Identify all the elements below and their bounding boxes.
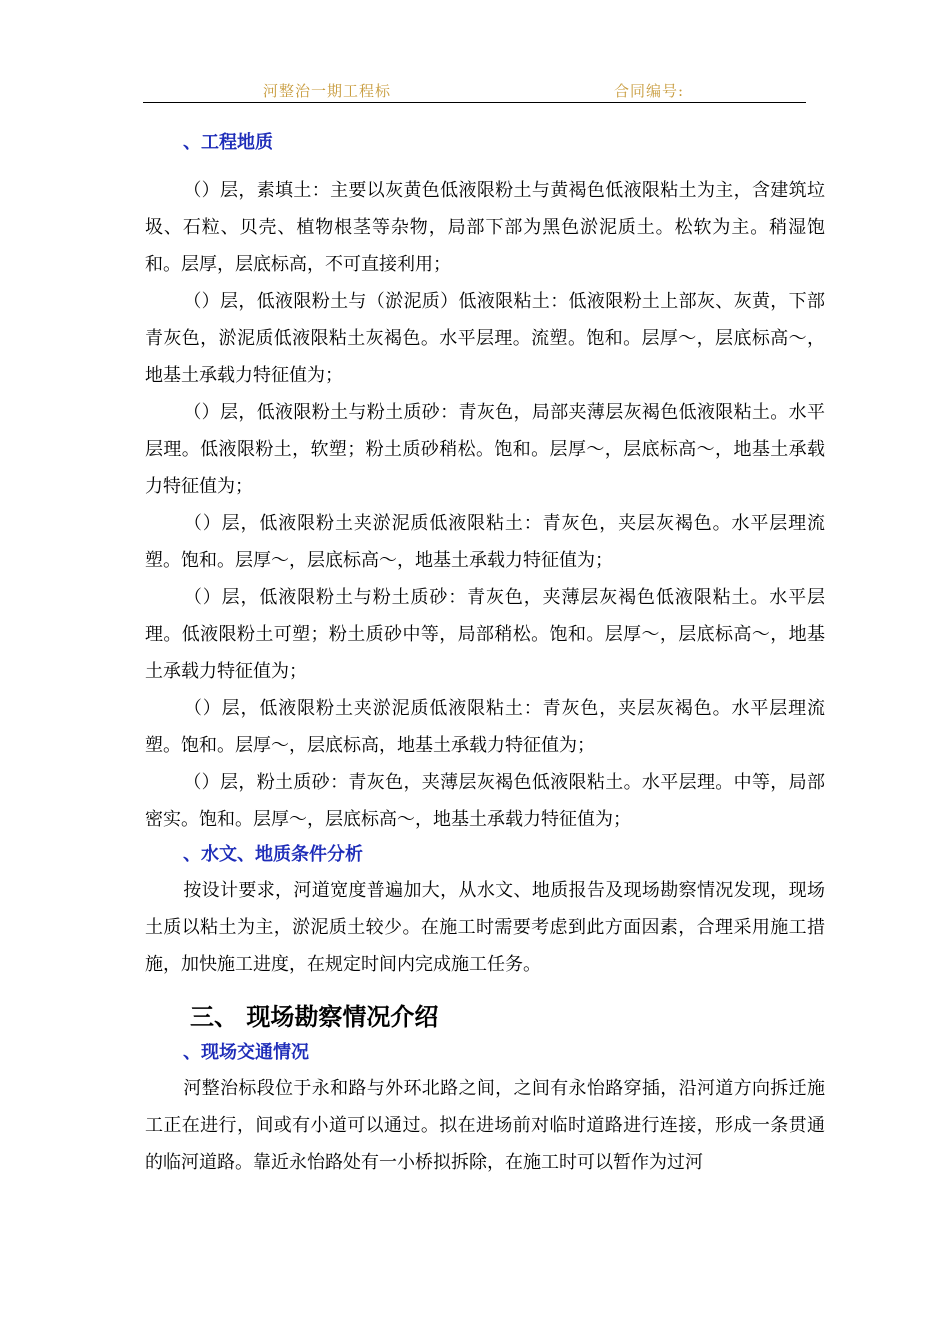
paragraph: 按设计要求，河道宽度普遍加大，从水文、地质报告及现场勘察情况发现，现场土质以粘土为主，淤泥质土较少。在施工时需要考虑到此方面因素，合理采用施工措施，加快施工进度，在规定时间内完成施工任务。 [145, 880, 825, 975]
paragraph: （）层，粉土质砂：青灰色，夹薄层灰褐色低液限粘土。水平层理。中等，局部密实。饱和。层厚～，层底标高～，地基土承载力特征值为； [145, 772, 825, 830]
paragraph: （）层，低液限粉土与粉土质砂：青灰色，夹薄层灰褐色低液限粘土。水平层理。低液限粉土可塑；粉土质砂中等，局部稍松。饱和。层厚～，层底标高～，地基土承载力特征值为； [145, 587, 825, 682]
paragraph: （）层，低液限粉土与（淤泥质）低液限粘土：低液限粉土上部灰、灰黄，下部青灰色，淤泥质低液限粘土灰褐色。水平层理。流塑。饱和。层厚～，层底标高～，地基土承载力特征值为； [145, 291, 825, 386]
paragraph: （）层，低液限粉土夹淤泥质低液限粘土：青灰色，夹层灰褐色。水平层理流塑。饱和。层厚～，层底标高，地基土承载力特征值为； [145, 698, 825, 756]
header-project-title: 河整治一期工程标 [263, 82, 392, 100]
paragraph: 河整治标段位于永和路与外环北路之间，之间有永怡路穿插，沿河道方向拆迁施工正在进行，间或有小道可以通过。拟在进场前对临时道路进行连接，形成一条贯通的临河道路。靠近永怡路处有一小桥拟拆除，在施工时可以暂作为过河 [145, 1078, 825, 1173]
section-heading-geology: 、工程地质 [183, 132, 273, 153]
page-header [143, 74, 806, 103]
section-heading-hydrology: 、水文、地质条件分析 [183, 844, 363, 865]
header-contract-number: 合同编号: [614, 82, 685, 100]
document-body [145, 120, 825, 1181]
paragraph: （）层，素填土：主要以灰黄色低液限粉土与黄褐色低液限粘土为主，含建筑垃圾、石粒、贝壳、植物根茎等杂物，局部下部为黑色淤泥质土。松软为主。稍湿饱和。层厚，层底标高，不可直接利用； [145, 180, 825, 275]
paragraph: （）层，低液限粉土夹淤泥质低液限粘土：青灰色，夹层灰褐色。水平层理流塑。饱和。层厚～，层底标高～，地基土承载力特征值为； [145, 513, 825, 571]
section-heading-traffic: 、现场交通情况 [183, 1042, 309, 1063]
chapter-heading: 三、 现场勘察情况介绍 [190, 1003, 439, 1031]
paragraph: （）层，低液限粉土与粉土质砂：青灰色，局部夹薄层灰褐色低液限粘土。水平层理。低液限粉土，软塑；粉土质砂稍松。饱和。层厚～，层底标高～，地基土承载力特征值为； [145, 402, 825, 497]
